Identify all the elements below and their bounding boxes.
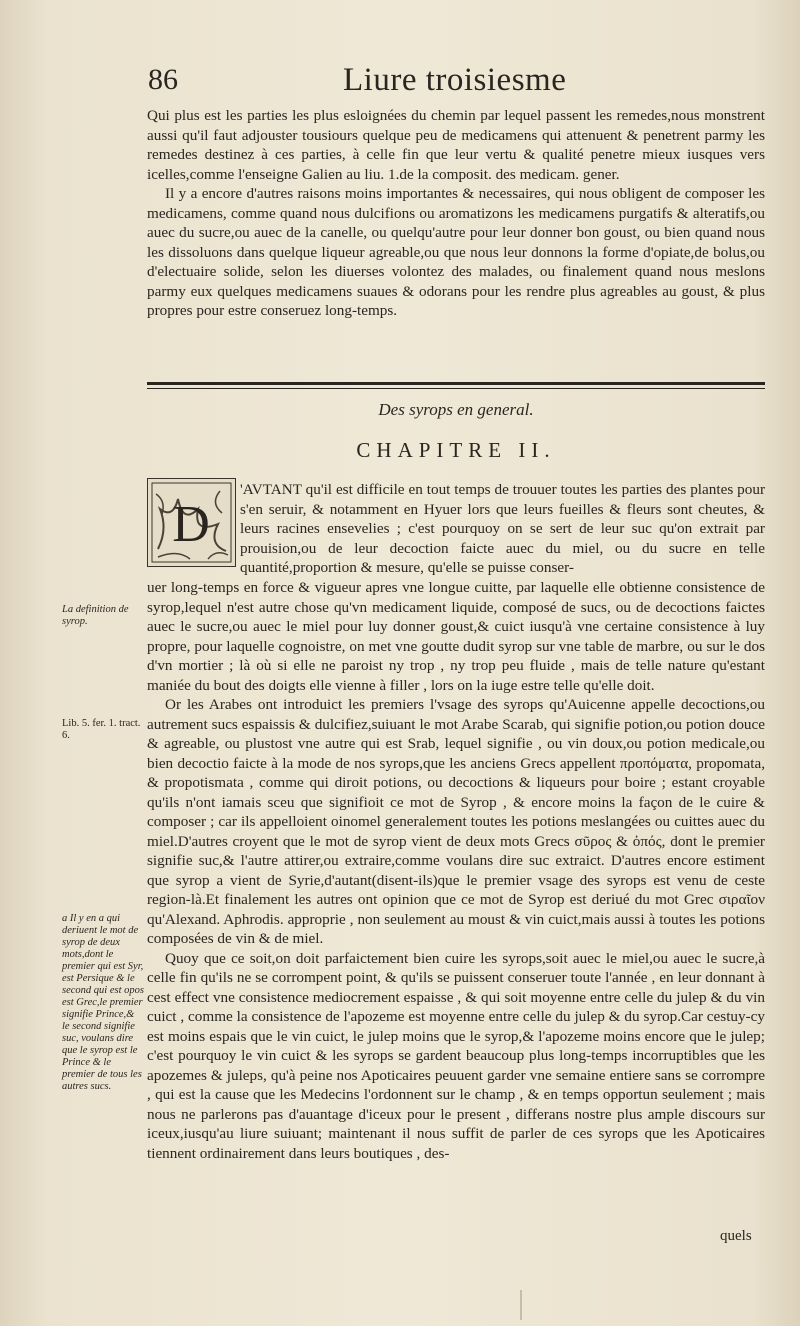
chapter-opening-text: 'AVTANT qu'il est difficile en tout temps de trouuer toutes les parties des plantes pour s'en seruir, & notamment en Hyuer lors que leurs fueilles & fleurs sont cheutes, & leurs racines ensevelies ; c'est pourquoy on se sert de leur suc qu'on extrait par prouision,ou de leur decoction faicte auec du miel, ou du sucre en telle quantité,proportion & mesure, qu'elle se puisse conser-: [240, 481, 765, 576]
chapter-paragraph-2: Or les Arabes ont introduict les premiers l'vsage des syrops qu'Auicenne appelle decoctions,ou autrement sucs espaissis & dulcifiez,suiuant le mot Arabe Scarab, qui signifie potion,ou potion douce & agreable, ou plustost vne autre qui est Srab, lequel signifie , ou vin doux,ou potion medicale,ou bien decoctio faicte à la mode de nos syrops,que les anciens Grecs appellent προπόματα, propomata, & propotismata , comme qui diroit potions, ou decoctions & liqueurs pour boire ; estant croyable qu'ils n'ont iamais sceu que signifioit ce mot de Syrop , & encore moins la façon de le cuire & composer ; car ils appelloient oinomel generalement toutes les potions meslangées ou cuittes auec du miel.D'autres croyent que le mot de syrop vient de deux mots Grecs σῦρος & ὀπός, dont le premier signifie suc,& l'autre attirer,ou extraire,comme voulans dire suc extraict. D'autres encore estiment que syrop a vient de Syrie,d'autant(disent-ils)que le premier vsage des syrops est venu de ceste region-là.Et finalement les autres ont opinion que ce mot de Syrop est deriué du mot Grec σιραῖον qu'Alexand. Aphrodis. approprie , non seulement au moust & vin cuict,mais aussi à toutes les potions composées de vin & de miel.: [147, 696, 765, 947]
intro-text: [147, 106, 765, 321]
chapter-body: [147, 578, 765, 1163]
chapter-opening: [240, 480, 765, 578]
page-header: [148, 62, 768, 102]
ornament-icon: [148, 479, 235, 566]
chapter-title: CHAPITRE II.: [356, 438, 556, 462]
chapter-subtitle: Des syrops en general.: [378, 400, 534, 419]
section-divider: [147, 382, 765, 385]
intro-paragraph-2: Il y a encore d'autres raisons moins importantes & necessaires, qui nous obligent de composer les medicamens, comme quand nous dulcifions ou aromatizons les medicamens purgatifs & alteratifs,ou auec du sucre,ou auec de la canelle, ou quelqu'autre pour leur donner bon goust, ou bien quand nous les dissoluons dans quelque liqueur agreable,ou que nous leur donnons la forme d'opiate,de bolus,ou d'electuaire solide, selon les diuerses volontez des malades, ou finalement quand nous meslons parmy eux quelques medicamens suaues & odorans pour les rendre plus agreables au goust, & plus propres pour estre conseruez long-temps.: [147, 185, 765, 319]
intro-paragraph-1: Qui plus est les parties les plus esloignées du chemin par lequel passent les remedes,nous monstrent aussi qu'il faut adjouster tousiours quelque peu de medicamens qui attenuent & penetrent parmy les remedes destinez à ces parties, à celle fin que leur vertu & qualité penetre mieux iusques vers icelles,comme l'enseigne Galien au liu. 1.de la composit. des medicam. gener.: [147, 107, 765, 183]
decorated-initial: [147, 478, 236, 567]
section-divider-thin: [147, 388, 765, 389]
page-number: 86: [148, 63, 178, 96]
paper-fold-mark: [520, 1290, 522, 1320]
margin-note-etymology: a Il y en a qui deriuent le mot de syrop de deux mots,dont le premier qui est Syr, est Persique & le second qui est opos est Grec,le premier signifie Prince,& le second signifie suc, voulans dire que le syrop est le Prince & le premier de tous les autres sucs.: [62, 913, 144, 1092]
catchword: quels: [720, 1228, 752, 1244]
initial-letter: D: [172, 496, 210, 553]
running-title: Liure troisiesme: [343, 62, 567, 98]
chapter-paragraph-1: uer long-temps en force & vigueur apres vne longue cuitte, par laquelle elle obtienne consistence de syrop,lequel n'est autre chose qu'vn medicament liquide, composé de sucs, ou de decoctions faictes auec le sucre,ou auec le miel pour luy donner goust,& cuict iusqu'à vne certaine consistence à luy propre, pour laquelle cognoistre, on met vne goutte dudit syrop sur vne table de marbre, ou sur le dos d'vn mortier ; là où si elle ne paroist ny trop , ny trop peu fluide , mais de telle nature qu'estant maniée du bout des doigts elle vienne à filler , lors on la iuge estre telle qu'elle doit.: [147, 579, 765, 694]
margin-note-reference: Lib. 5. fer. 1. tract. 6.: [62, 718, 141, 741]
chapter-paragraph-3: Quoy que ce soit,on doit parfaictement bien cuire les syrops,soit auec le miel,ou auec le sucre,à celle fin qu'ils ne se corrompent point, & qu'ils se puissent conseruer toute l'année , en leur donnant à cest effect vne consistence mediocrement espaisse , & qui soit moyenne entre celle du julep & du vin cuict , comme la consistence de l'apozeme est moyenne entre celle du julep & du syrop.Car cestuy-cy est moins espais que le vin cuict, le julep moins que le syrop,& l'apozeme moins encore que le julep; c'est pourquoy le vin cuict & les syrops se gardent beaucoup plus long-temps incorruptibles que les apozemes & juleps, qu'à peine nos Apoticaires peuuent garder vne semaine entiere sans se corrompre , qui est la cause que les Medecins l'ordonnent sur le champ , & en temps opportun seulement ; mais nous ne parlerons pas d'auantage d'iceux pour le present , differans nostre plus ample discours sur iceux,iusqu'au liure suiuant; maintenant il nous suffit de parler de ces syrops que les Apoticaires tiennent ordinairement dans leurs boutiques , des-: [147, 949, 765, 1162]
margin-note-definition: La definition de syrop.: [62, 604, 129, 627]
